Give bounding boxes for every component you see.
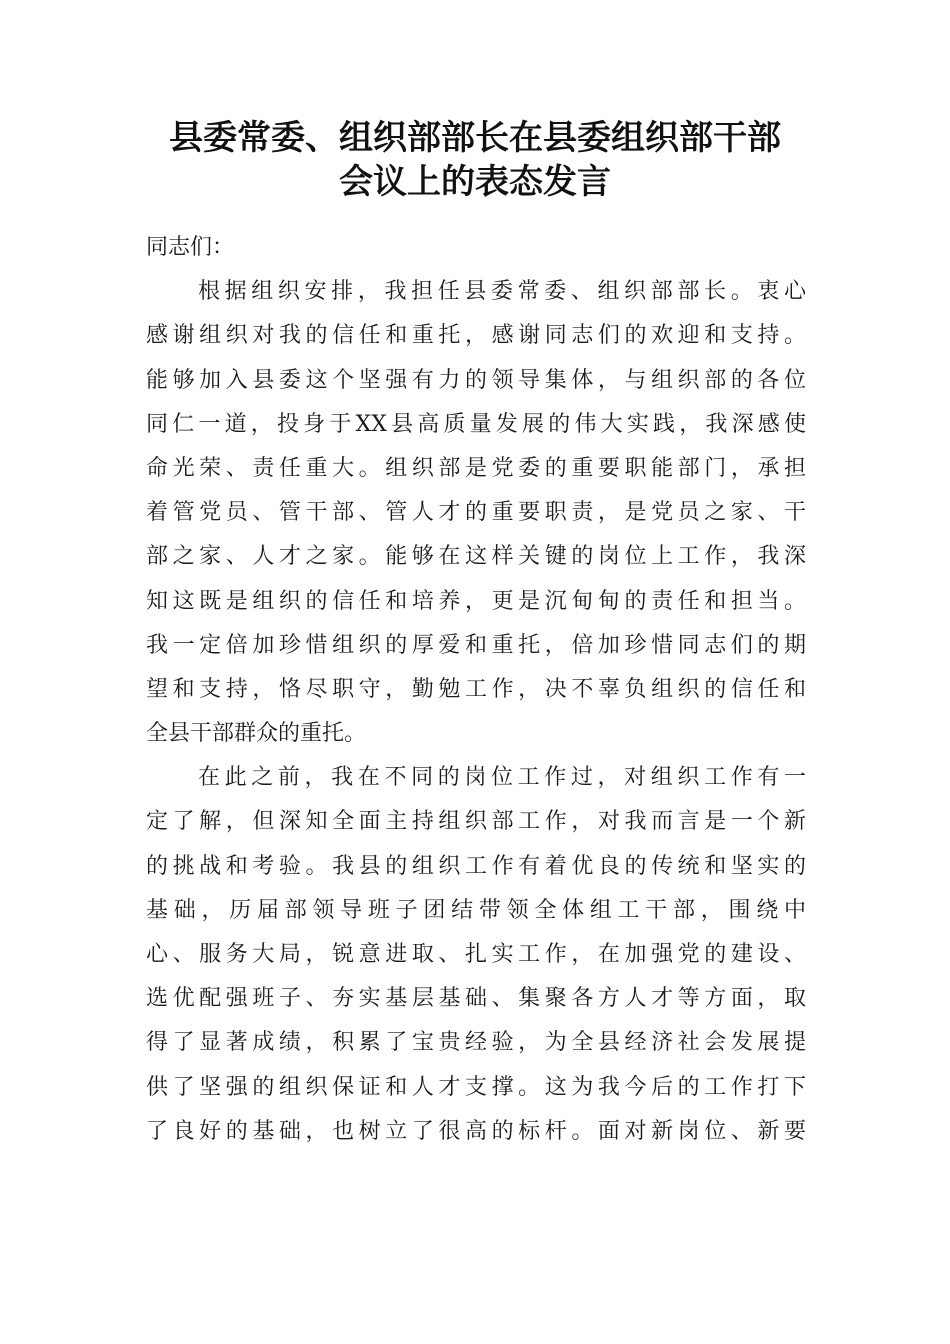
paragraph-line: 选优配强班子、夯实基层基础、集聚各方人才等方面，取 xyxy=(146,986,806,1012)
paragraph-line: 在此之前，我在不同的岗位工作过，对组织工作有一 xyxy=(198,765,806,791)
paragraph-line: 着管党员、管干部、管人才的重要职责，是党员之家、干 xyxy=(146,500,806,526)
paragraph-1 xyxy=(146,270,806,756)
title-line-2: 会议上的表态发言 xyxy=(339,162,611,203)
salutation: 同志们： xyxy=(146,235,235,260)
paragraph-line: 知这既是组织的信任和培养，更是沉甸甸的责任和担当。 xyxy=(146,588,806,614)
paragraph-line: 基础，历届部领导班子团结带领全体组工干部，围绕中 xyxy=(146,897,806,923)
paragraph-line: 了良好的基础，也树立了很高的标杆。面对新岗位、新要 xyxy=(146,1118,806,1144)
paragraph-line: 全县干部群众的重托。 xyxy=(146,721,367,747)
paragraph-line: 根据组织安排，我担任县委常委、组织部部长。衷心 xyxy=(198,279,806,305)
paragraph-line: 供了坚强的组织保证和人才支撑。这为我今后的工作打下 xyxy=(146,1074,806,1100)
paragraph-line: 的挑战和考验。我县的组织工作有着优良的传统和坚实的 xyxy=(146,853,806,879)
title-line-1: 县委常委、组织部部长在县委组织部干部 xyxy=(169,118,781,158)
paragraph-line: 望和支持，恪尽职守，勤勉工作，决不辜负组织的信任和 xyxy=(146,676,806,702)
document-title xyxy=(145,114,805,202)
paragraph-line: 心、服务大局，锐意进取、扎实工作，在加强党的建设、 xyxy=(146,942,806,967)
document-body xyxy=(146,226,806,1154)
paragraph-line: 命光荣、责任重大。组织部是党委的重要职能部门，承担 xyxy=(146,455,806,481)
paragraph-line: 得了显著成绩，积累了宝贵经验，为全县经济社会发展提 xyxy=(146,1030,806,1056)
paragraph-line: 能够加入县委这个坚强有力的领导集体，与组织部的各位 xyxy=(146,367,806,393)
paragraph-line: 感谢组织对我的信任和重托，感谢同志们的欢迎和支持。 xyxy=(146,323,806,349)
paragraph-line: 定了解，但深知全面主持组织部工作，对我而言是一个新 xyxy=(146,809,806,835)
paragraph-line: 同仁一道，投身于XX县高质量发展的伟大实践，我深感使 xyxy=(146,411,806,437)
paragraph-line: 部之家、人才之家。能够在这样关键的岗位上工作，我深 xyxy=(146,544,806,570)
paragraph-2 xyxy=(146,756,806,1154)
paragraph-line: 我一定倍加珍惜组织的厚爱和重托，倍加珍惜同志们的期 xyxy=(146,632,806,658)
